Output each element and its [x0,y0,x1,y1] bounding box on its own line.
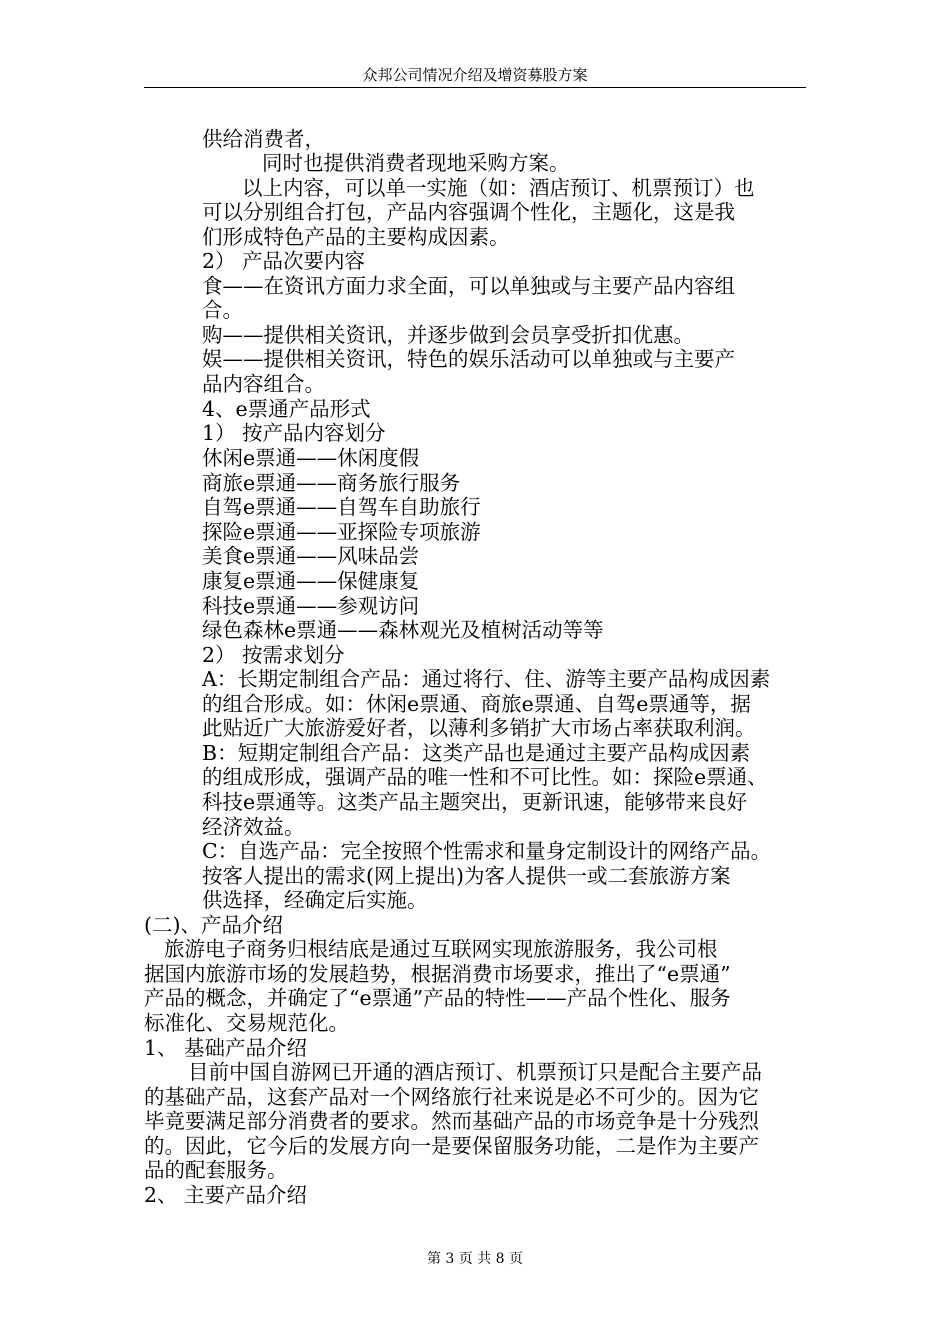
text-line: C：自选产品：完全按照个性需求和量身定制设计的网络产品。 [202,839,772,863]
text-line: 品内容组合。 [202,372,325,396]
running-header: 众邦公司情况介绍及增资募股方案 [362,66,588,84]
text-line: 1） 按产品内容划分 [202,421,386,445]
text-line: 绿色森林e票通——森林观光及植树活动等等 [202,618,604,642]
text-line: 们形成特色产品的主要构成因素。 [202,225,510,249]
header-rule [144,87,806,88]
page-number: 第 3 页 共 8 页 [426,1251,524,1267]
text-line: 此贴近广大旅游爱好者，以薄利多销扩大市场占率获取利润。 [202,716,756,740]
text-line: 经济效益。 [202,815,305,839]
text-line: 旅游电子商务归根结底是通过互联网实现旅游服务，我公司根 [164,937,718,961]
text-line: A：长期定制组合产品：通过将行、住、游等主要产品构成因素 [202,667,771,691]
text-line: 产品的概念，并确定了“e票通”产品的特性——产品个性化、服务 [144,986,731,1010]
text-line: 品的配套服务。 [144,1158,288,1182]
text-line: 的。因此，它今后的发展方向一是要保留服务功能，二是作为主要产 [144,1134,759,1158]
text-line: 2） 产品次要内容 [202,249,366,273]
text-line: 供给消费者， [202,127,325,151]
text-line: 合。 [202,298,243,322]
text-line: 康复e票通——保健康复 [202,569,420,593]
text-line: 2） 按需求划分 [202,643,345,667]
subsection-heading: 1、 基础产品介绍 [144,1036,308,1060]
text-line: 同时也提供消费者现地采购方案。 [262,151,570,175]
text-line: 据国内旅游市场的发展趋势，根据消费市场要求，推出了“e票通” [144,962,731,986]
text-line: 食——在资讯方面力求全面，可以单独或与主要产品内容组 [202,274,735,298]
section-heading: (二)、产品介绍 [144,913,283,937]
text-line: 美食e票通——风味品尝 [202,544,420,568]
text-line: 可以分别组合打包，产品内容强调个性化，主题化，这是我 [202,200,735,224]
text-line: 商旅e票通——商务旅行服务 [202,471,461,495]
text-line: B：短期定制组合产品：这类产品也是通过主要产品构成因素 [202,741,751,765]
text-line: 毕竟要满足部分消费者的要求。然而基础产品的市场竞争是十分残烈 [144,1109,759,1133]
text-line: 科技e票通等。这类产品主题突出，更新讯速，能够带来良好 [202,790,748,814]
text-line: 供选择，经确定后实施。 [202,888,428,912]
subsection-heading: 2、 主要产品介绍 [144,1183,308,1207]
text-line: 目前中国自游网已开通的酒店预订、机票预订只是配合主要产品 [188,1060,762,1084]
text-line: 以上内容，可以单一实施（如：酒店预订、机票预订）也 [242,176,755,200]
text-line: 购——提供相关资讯，并逐步做到会员享受折扣优惠。 [202,323,694,347]
text-line: 4、e票通产品形式 [202,397,371,421]
text-line: 娱——提供相关资讯，特色的娱乐活动可以单独或与主要产 [202,347,735,371]
text-line: 休闲e票通——休闲度假 [202,446,420,470]
text-line: 探险e票通——亚探险专项旅游 [202,520,481,544]
text-line: 标准化、交易规范化。 [144,1011,349,1035]
text-line: 按客人提出的需求(网上提出)为客人提供一或二套旅游方案 [202,864,731,888]
text-line: 的组成形成，强调产品的唯一性和不可比性。如：探险e票通、 [202,765,768,789]
text-line: 的基础产品，这套产品对一个网络旅行社来说是必不可少的。因为它 [144,1085,759,1109]
text-line: 的组合形成。如：休闲e票通、商旅e票通、自驾e票通等，据 [202,692,751,716]
text-line: 自驾e票通——自驾车自助旅行 [202,495,481,519]
text-line: 科技e票通——参观访问 [202,594,420,618]
